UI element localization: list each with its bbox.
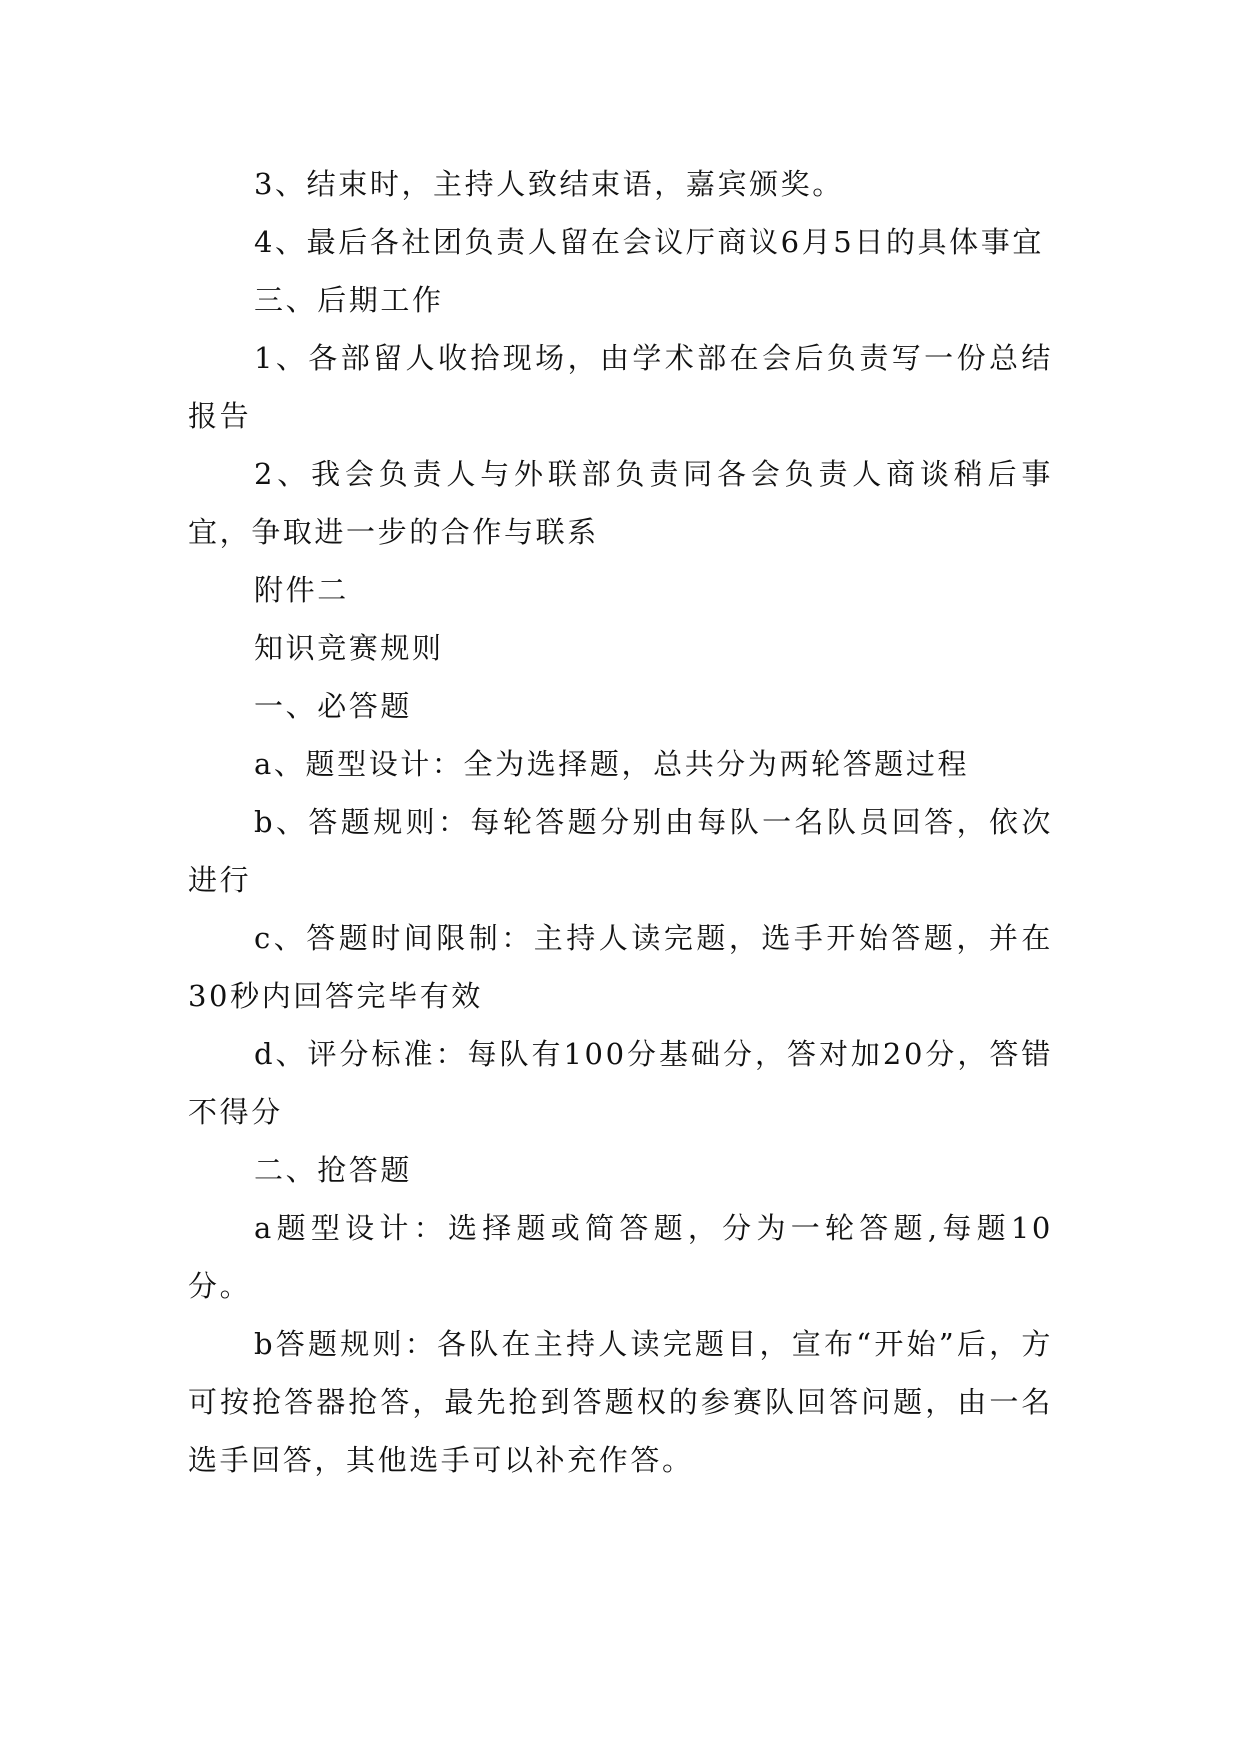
rule-buzzer-answer-rules: b答题规则：各队在主持人读完题目，宣布“开始”后，方可按抢答器抢答，最先抢到答题权的参赛队回答问题，由一名选手回答，其他选手可以补充作答。 [188,1327,1053,1477]
rule-answer-rules: b、答题规则：每轮答题分别由每队一名队员回答，依次进行 [188,805,1053,897]
paragraph-cooperation-talks: 2、我会负责人与外联部负责同各会负责人商谈稍后事宜，争取进一步的合作与联系 [188,457,1053,549]
paragraph-ceremony-end: 3、结束时，主持人致结束语，嘉宾颁奖。 [254,167,844,201]
section-heading-post-work: 三、后期工作 [254,283,444,317]
paragraph-club-leaders-meeting: 4、最后各社团负责人留在会议厅商议6月5日的具体事宜 [254,225,1044,259]
rule-time-limit: c、答题时间限制：主持人读完题，选手开始答题，并在30秒内回答完毕有效 [188,921,1053,1013]
section-heading-buzzer-questions: 二、抢答题 [254,1153,413,1187]
rule-scoring: d、评分标准：每队有100分基础分，答对加20分，答错不得分 [188,1037,1053,1129]
paragraph-cleanup-report: 1、各部留人收拾现场，由学术部在会后负责写一份总结报告 [188,341,1053,433]
appendix-title: 知识竞赛规则 [254,631,444,665]
appendix-label: 附件二 [254,573,349,607]
rule-buzzer-question-design: a题型设计：选择题或简答题，分为一轮答题,每题10分。 [188,1211,1053,1303]
rule-question-design: a、题型设计：全为选择题，总共分为两轮答题过程 [254,747,970,781]
document-page [188,155,1053,1489]
section-heading-required-questions: 一、必答题 [254,689,413,723]
